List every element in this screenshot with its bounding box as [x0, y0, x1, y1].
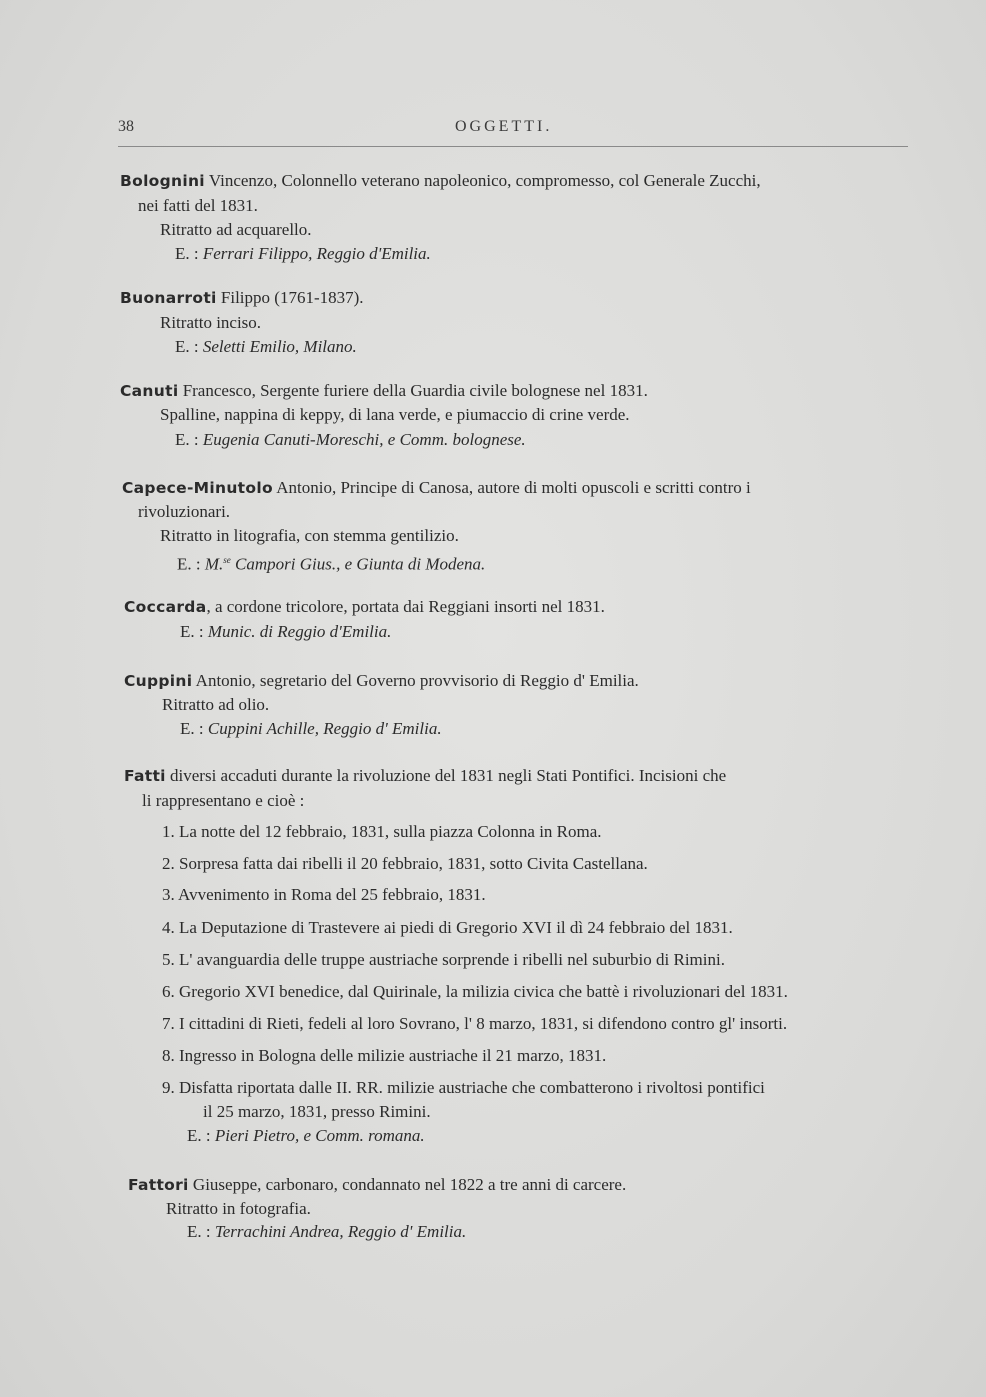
list-item: 6. Gregorio XVI benedice, dal Quirinale, la milizia civica che battè i rivoluzionari del 1831. [162, 982, 788, 1001]
entry-object: Ritratto in litografia, con stemma gentilizio. [160, 526, 459, 545]
entry-description: Vincenzo, Colonnello veterano napoleonico, compromesso, col Generale Zucchi, [204, 171, 761, 190]
page-title: OGGETTI. [455, 118, 553, 135]
entry-description-cont: nei fatti del 1831. [138, 196, 258, 215]
entry-name: Canuti [120, 382, 179, 400]
list-item: 2. Sorpresa fatta dai ribelli il 20 febbraio, 1831, sotto Civita Castellana. [162, 854, 648, 873]
list-item: 4. La Deputazione di Trastevere ai piedi di Gregorio XVI il dì 24 febbraio del 1831. [162, 918, 733, 937]
entry-name: Cuppini [124, 672, 193, 690]
entry-object: Ritratto ad acquarello. [160, 220, 312, 239]
entry-capece-minutolo [122, 478, 751, 498]
entry-name: Fattori [128, 1176, 189, 1194]
entry-object: Ritratto inciso. [160, 313, 262, 332]
page-number: 38 [118, 118, 134, 135]
list-item: 7. I cittadini di Rieti, fedeli al loro Sovrano, l' 8 marzo, 1831, si difendono contro gl' insorti. [162, 1014, 788, 1033]
entry-exhibitor: E. : M.$^{se}$ Campori Gius., e Giunta di Modena. [177, 554, 486, 574]
entry-object: Spalline, nappina di keppy, di lana verde, e piumaccio di crine verde. [160, 405, 630, 424]
list-item: 1. La notte del 12 febbraio, 1831, sulla piazza Colonna in Roma. [162, 822, 602, 841]
entry-name: Bolognini [120, 172, 205, 190]
entry-fattori [128, 1175, 626, 1195]
entry-exhibitor: E. : Munic. di Reggio d'Emilia. [180, 622, 392, 641]
entry-object: Ritratto in fotografia. [166, 1199, 311, 1218]
entry-exhibitor: E. : Terrachini Andrea, Reggio d' Emilia. [187, 1222, 467, 1241]
entry-fatti [124, 766, 726, 786]
entry-exhibitor: E. : Cuppini Achille, Reggio d' Emilia. [180, 719, 442, 738]
entry-description: Francesco, Sergente furiere della Guardia civile bolognese nel 1831. [178, 381, 648, 400]
entry-buonarroti [120, 288, 364, 308]
entry-canuti [120, 381, 648, 401]
entry-object: Ritratto ad olio. [162, 695, 270, 714]
list-item: 9. Disfatta riportata dalle II. RR. milizie austriache che combatterono i rivoltosi pontifici [162, 1078, 765, 1097]
entry-name: Fatti [124, 767, 166, 785]
entry-exhibitor: E. : Eugenia Canuti-Moreschi, e Comm. bolognese. [175, 430, 526, 449]
entry-name: Buonarroti [120, 289, 217, 307]
entry-exhibitor: E. : Ferrari Filippo, Reggio d'Emilia. [175, 244, 431, 263]
entry-description-cont: rivoluzionari. [138, 502, 231, 521]
entry-name: Capece-Minutolo [122, 479, 273, 497]
entry-description: Filippo (1761-1837). [216, 288, 364, 307]
entry-exhibitor: E. : Seletti Emilio, Milano. [175, 337, 357, 356]
entry-bolognini [120, 171, 761, 191]
entry-description: Giuseppe, carbonaro, condannato nel 1822 a tre anni di carcere. [188, 1175, 627, 1194]
entry-coccarda [124, 597, 605, 617]
entry-description-cont: li rappresentano e cioè : [142, 791, 305, 810]
entry-description: diversi accaduti durante la rivoluzione del 1831 negli Stati Pontifici. Incisioni che [165, 766, 727, 785]
entry-description: Antonio, segretario del Governo provvisorio di Reggio d' Emilia. [192, 671, 639, 690]
list-item: 5. L' avanguardia delle truppe austriache sorprende i ribelli nel suburbio di Rimini. [162, 950, 725, 969]
list-item: 3. Avvenimento in Roma del 25 febbraio, 1831. [162, 885, 486, 904]
entry-description: Antonio, Principe di Canosa, autore di molti opuscoli e scritti contro i [272, 478, 751, 497]
list-item: 8. Ingresso in Bologna delle milizie austriache il 21 marzo, 1831. [162, 1046, 607, 1065]
entry-cuppini [124, 671, 639, 691]
header-rule [118, 146, 908, 147]
list-item-cont: il 25 marzo, 1831, presso Rimini. [203, 1102, 431, 1121]
entry-name: Coccarda [124, 598, 207, 616]
entry-exhibitor: E. : Pieri Pietro, e Comm. romana. [187, 1126, 425, 1145]
entry-description: , a cordone tricolore, portata dai Reggiani insorti nel 1831. [206, 597, 605, 616]
